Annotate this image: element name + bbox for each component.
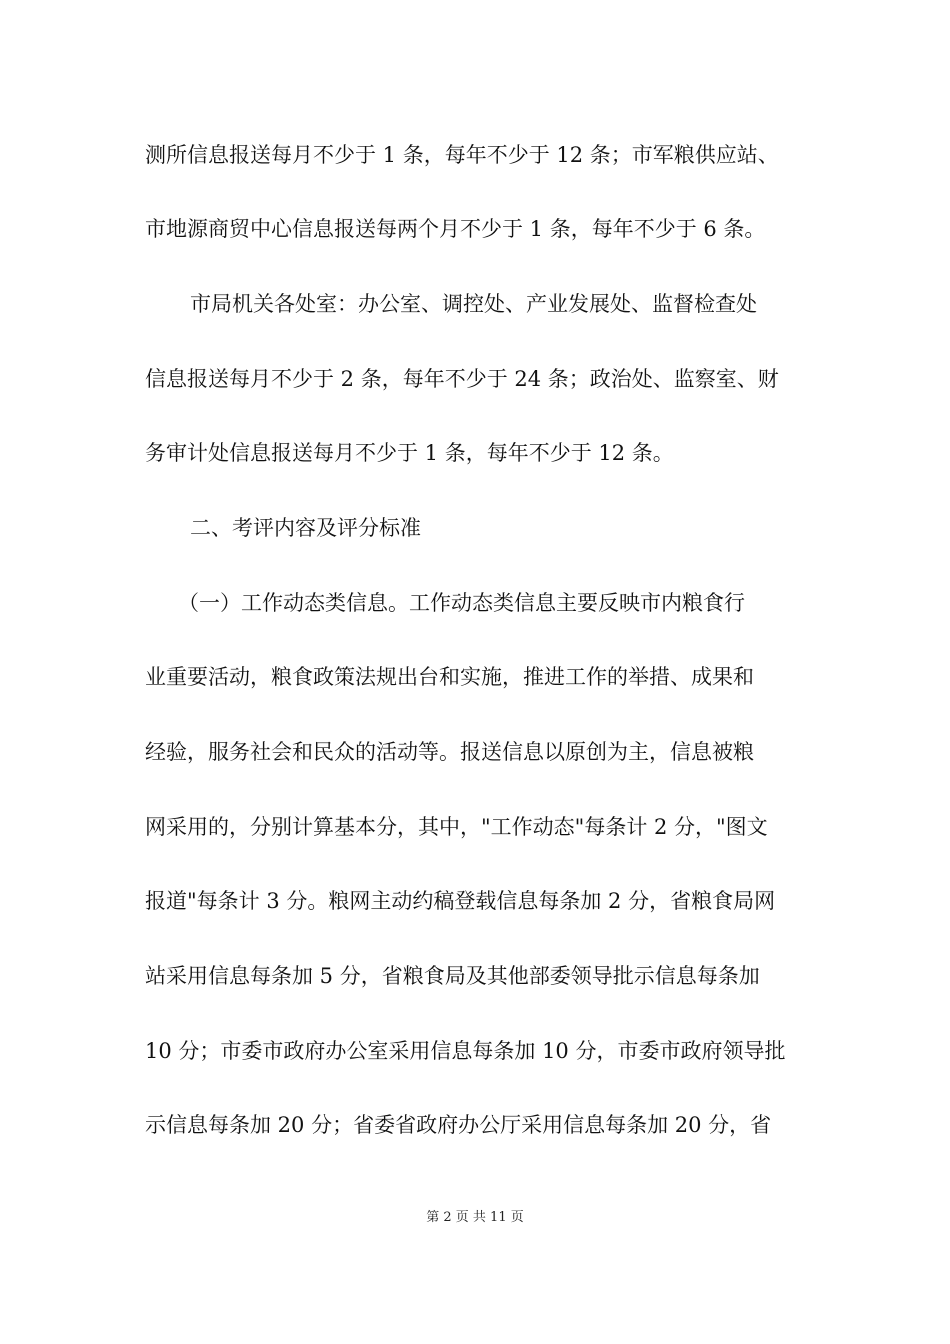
section-heading: 二、考评内容及评分标准 (190, 516, 421, 540)
text-line-9: 经验，服务社会和民众的活动等。报送信息以原创为主，信息被粮 (145, 740, 754, 764)
page-number-footer: 第 2 页 共 11 页 (426, 1210, 524, 1225)
text-line-3: 市局机关各处室：办公室、调控处、产业发展处、监督检查处 (190, 292, 757, 316)
text-line-1: 测所信息报送每月不少于 1 条，每年不少于 12 条；市军粮供应站、 (145, 143, 779, 167)
text-line-13: 10 分；市委市政府办公室采用信息每条加 10 分，市委市政府领导批 (145, 1039, 786, 1063)
text-line-7: （一）工作动态类信息。工作动态类信息主要反映市内粮食行 (178, 591, 745, 615)
text-line-8: 业重要活动，粮食政策法规出台和实施，推进工作的举措、成果和 (145, 665, 754, 689)
text-line-2: 市地源商贸中心信息报送每两个月不少于 1 条，每年不少于 6 条。 (145, 217, 766, 241)
text-line-5: 务审计处信息报送每月不少于 1 条，每年不少于 12 条。 (145, 441, 674, 465)
text-line-10: 网采用的，分别计算基本分，其中，"工作动态"每条计 2 分，"图文 (145, 815, 768, 839)
text-line-11: 报道"每条计 3 分。粮网主动约稿登载信息每条加 2 分，省粮食局网 (145, 889, 776, 913)
text-line-4: 信息报送每月不少于 2 条，每年不少于 24 条；政治处、监察室、财 (145, 367, 779, 391)
text-line-14: 示信息每条加 20 分；省委省政府办公厅采用信息每条加 20 分，省 (145, 1113, 772, 1137)
text-line-12: 站采用信息每条加 5 分，省粮食局及其他部委领导批示信息每条加 (145, 964, 760, 988)
